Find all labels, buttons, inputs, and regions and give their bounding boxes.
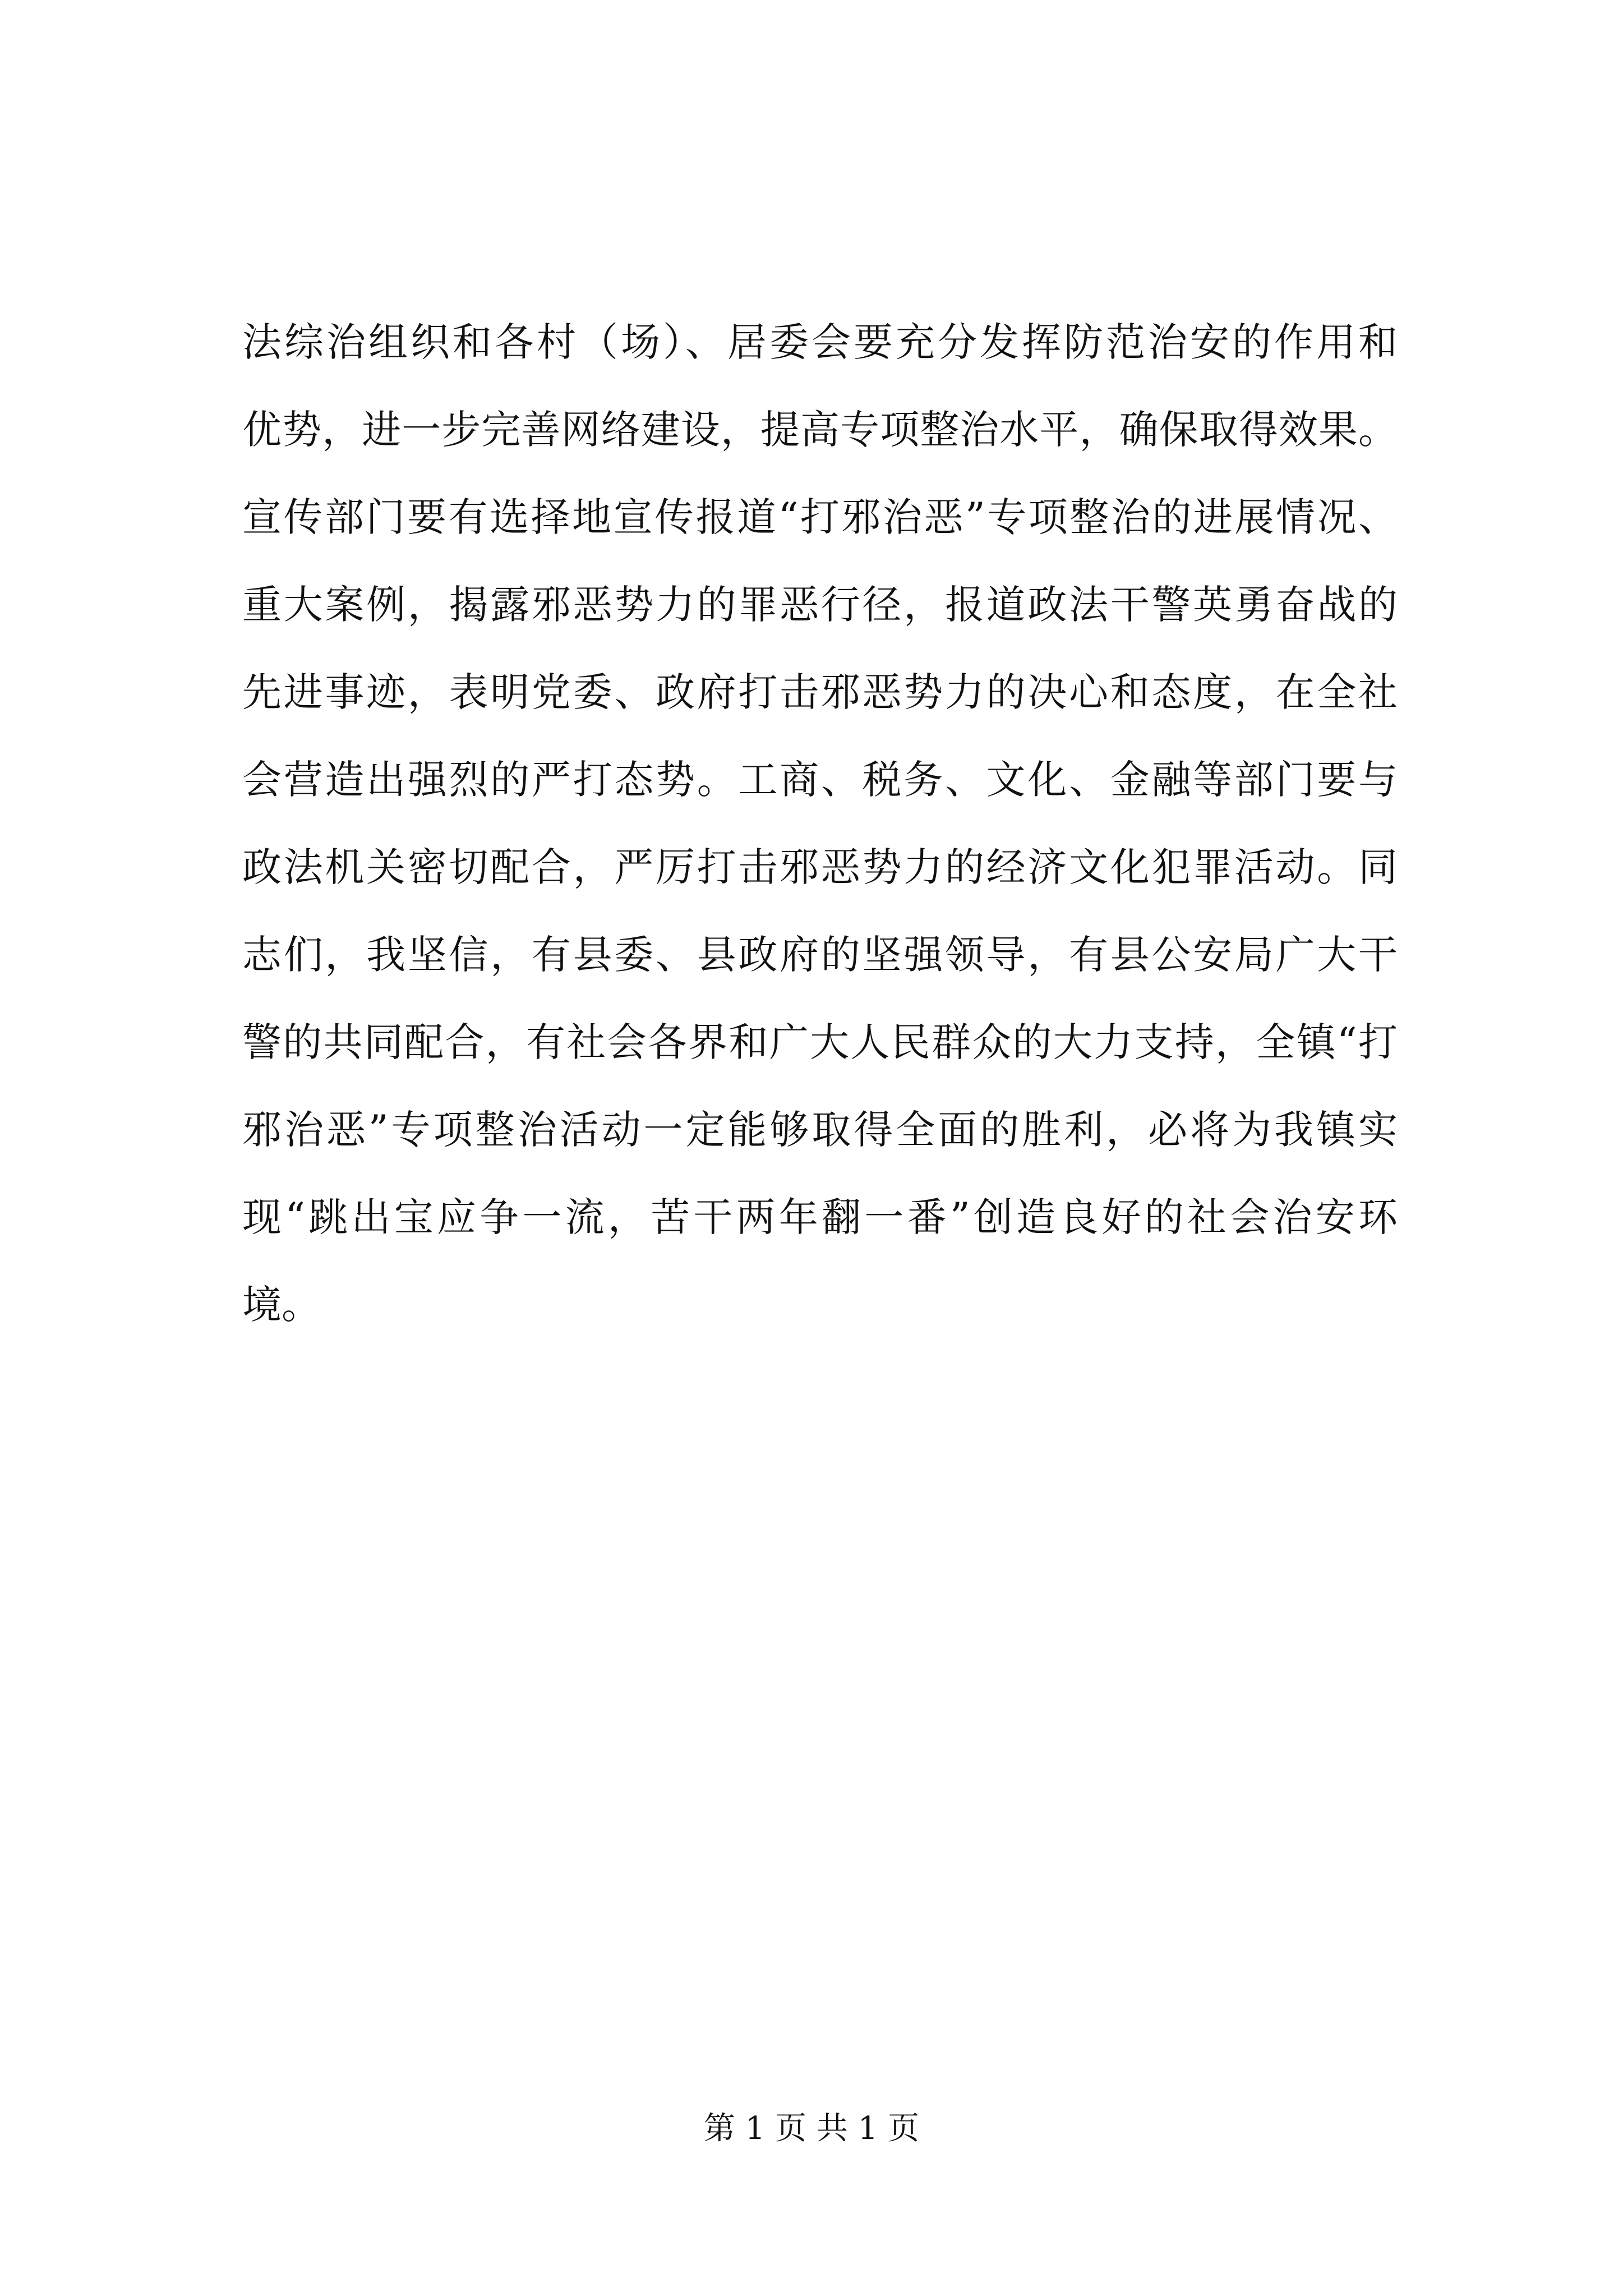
paragraph-line: 现“跳出宝应争一流，苦干两年翻一番”创造良好的社会治安环 <box>242 1194 1398 1240</box>
paragraph-line: 优势，进一步完善网络建设，提高专项整治水平，确保取得效果。 <box>242 407 1398 453</box>
paragraph-line: 政法机关密切配合，严厉打击邪恶势力的经济文化犯罪活动。同 <box>242 844 1398 890</box>
paragraph-line: 宣传部门要有选择地宣传报道“打邪治恶”专项整治的进展情况、 <box>242 494 1398 540</box>
paragraph-line: 志们，我坚信，有县委、县政府的坚强领导，有县公安局广大干 <box>242 932 1398 978</box>
paragraph-line: 境。 <box>242 1282 321 1328</box>
page-number: 第 1 页 共 1 页 <box>703 2110 920 2147</box>
paragraph-line: 邪治恶”专项整治活动一定能够取得全面的胜利，必将为我镇实 <box>242 1107 1398 1153</box>
page-footer <box>0 2106 1623 2151</box>
paragraph-line: 法综治组织和各村（场）、居委会要充分发挥防范治安的作用和 <box>242 319 1398 365</box>
paragraph-line: 会营造出强烈的严打态势。工商、税务、文化、金融等部门要与 <box>242 757 1398 803</box>
paragraph-line: 重大案例，揭露邪恶势力的罪恶行径，报道政法干警英勇奋战的 <box>242 582 1398 628</box>
paragraph-line: 先进事迹，表明党委、政府打击邪恶势力的决心和态度，在全社 <box>242 669 1398 715</box>
paragraph-line: 警的共同配合，有社会各界和广大人民群众的大力支持，全镇“打 <box>242 1019 1398 1065</box>
body-paragraph <box>242 298 1398 1349</box>
